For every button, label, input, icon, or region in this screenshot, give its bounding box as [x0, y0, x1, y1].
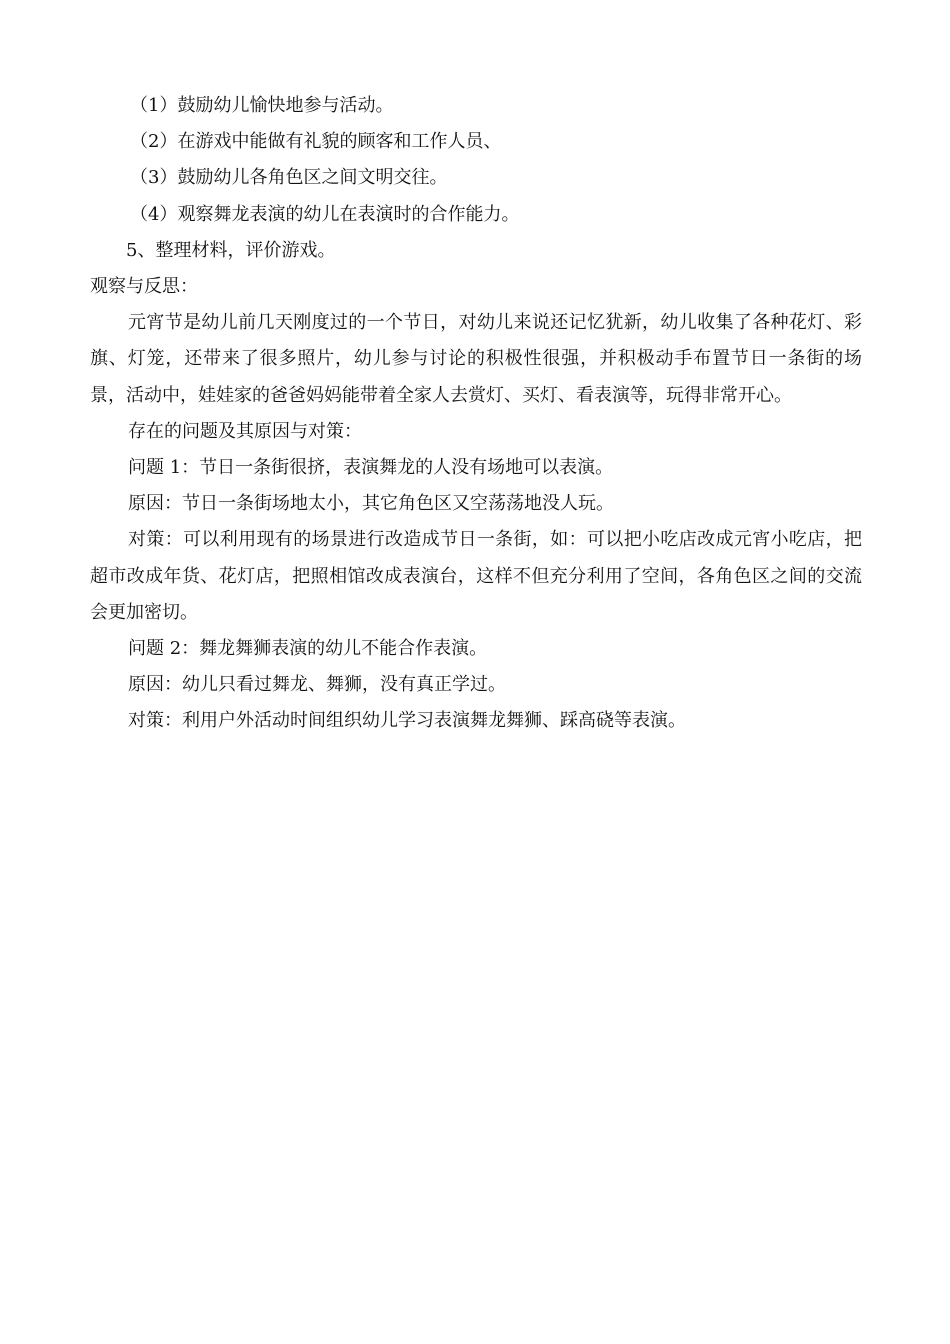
document-body	[90, 88, 862, 740]
goal-item-3: （3）鼓励幼儿各角色区之间文明交往。	[130, 167, 448, 189]
goal-item-4: （4）观察舞龙表演的幼儿在表演时的合作能力。	[130, 203, 520, 225]
goal-item-2: （2）在游戏中能做有礼貌的顾客和工作人员、	[130, 131, 502, 153]
goal-item-1: （1）鼓励幼儿愉快地参与活动。	[130, 95, 394, 116]
solution-2: 对策：利用户外活动时间组织幼儿学习表演舞龙舞狮、踩高硗等表演。	[128, 710, 686, 732]
problem-2: 问题 2：舞龙舞狮表演的幼儿不能合作表演。	[128, 638, 488, 660]
reflection-paragraph: 元宵节是幼儿前几天刚度过的一个节日，对幼儿来说还记忆犹新，幼儿收集了各种花灯、彩旗、灯笼，还带来了很多照片，幼儿参与讨论的积极性很强，并积极动手布置节日一条街的场景，活动中，娃娃家的爸爸妈妈能带着全家人去赏灯、买灯、看表演等，玩得非常开心。	[90, 312, 862, 406]
reason-2: 原因：幼儿只看过舞龙、舞狮，没有真正学过。	[128, 674, 506, 696]
solution-1: 对策：可以利用现有的场景进行改造成节日一条街，如：可以把小吃店改成元宵小吃店，把超市改成年货、花灯店，把照相馆改成表演台，这样不但充分利用了空间，各角色区之间的交流会更加密切。	[90, 529, 862, 623]
problems-intro: 存在的问题及其原因与对策：	[128, 420, 362, 442]
reason-1: 原因：节日一条街场地太小，其它角色区又空荡荡地没人玩。	[128, 493, 614, 515]
problem-1: 问题 1：节日一条街很挤，表演舞龙的人没有场地可以表演。	[128, 457, 614, 479]
section-heading: 观察与反思：	[90, 276, 198, 298]
step-5: 5、整理材料，评价游戏。	[126, 239, 336, 261]
